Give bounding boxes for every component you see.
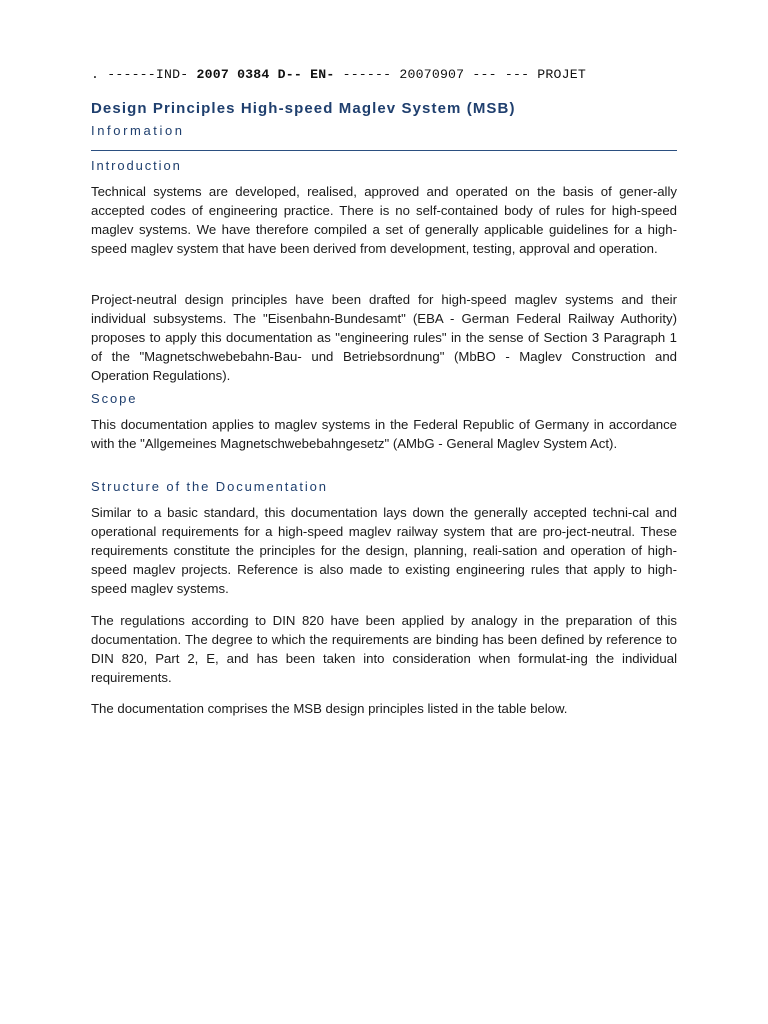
reference-code: 2007 0384 D-- [196, 67, 302, 82]
paragraph-introduction-1: Technical systems are developed, realised, approved and operated on the basis of gener-ally accepted codes of engineering practice. There is no self-contained body of rules for high-speed maglev systems. We have therefore compiled a set of generally applicable guidelines for a high-speed maglev system that have been derived from development, testing, approval and operation. [91, 184, 677, 256]
paragraph-introduction-2: Project-neutral design principles have been drafted for high-speed maglev systems and their individual subsystems. The "Eisenbahn-Bundesamt" (EBA - German Federal Railway Authority) proposes to apply this documentation as "engineering rules" in the sense of Section 3 Paragraph 1 of the "Magnetschwebebahn-Bau- und Betriebsordnung" (MbBO - Maglev Construction and Operation Regulations). [91, 292, 677, 383]
document-reference-line [91, 67, 677, 82]
paragraph-structure-1: Similar to a basic standard, this documentation lays down the generally accepted techni-cal and operational requirements for a high-speed maglev railway system that are pro-ject-neutral. These requirements constitute the principles for the design, planning, reali-sation and operation of high-speed maglev projects. Reference is also made to existing engineering rules that apply to high-speed maglev systems. [91, 505, 677, 596]
paragraph-structure-2: The regulations according to DIN 820 have been applied by analogy in the preparation of this documentation. The degree to which the requirements are binding has been defined by reference to DIN 820, Part 2, E, and has been taken into consideration when formulat-ing the individual requirements. [91, 613, 677, 685]
reference-language: EN- [310, 67, 335, 82]
section-heading-scope: Scope [91, 391, 138, 406]
paragraph-scope-1: This documentation applies to maglev systems in the Federal Republic of Germany in accordance with the "Allgemeines Magnetschwebebahngesetz" (AMbG - General Maglev System Act). [91, 417, 677, 451]
document-subtitle: Information [91, 123, 185, 138]
title-divider [91, 150, 677, 151]
section-heading-introduction: Introduction [91, 158, 182, 173]
document-title: Design Principles High-speed Maglev System (MSB) [91, 100, 516, 117]
section-heading-structure: Structure of the Documentation [91, 479, 328, 494]
reference-suffix: ------ 20070907 --- --- PROJET [342, 67, 586, 82]
paragraph-structure-3: The documentation comprises the MSB design principles listed in the table below. [91, 701, 568, 716]
reference-prefix: . ------IND- [91, 67, 189, 82]
